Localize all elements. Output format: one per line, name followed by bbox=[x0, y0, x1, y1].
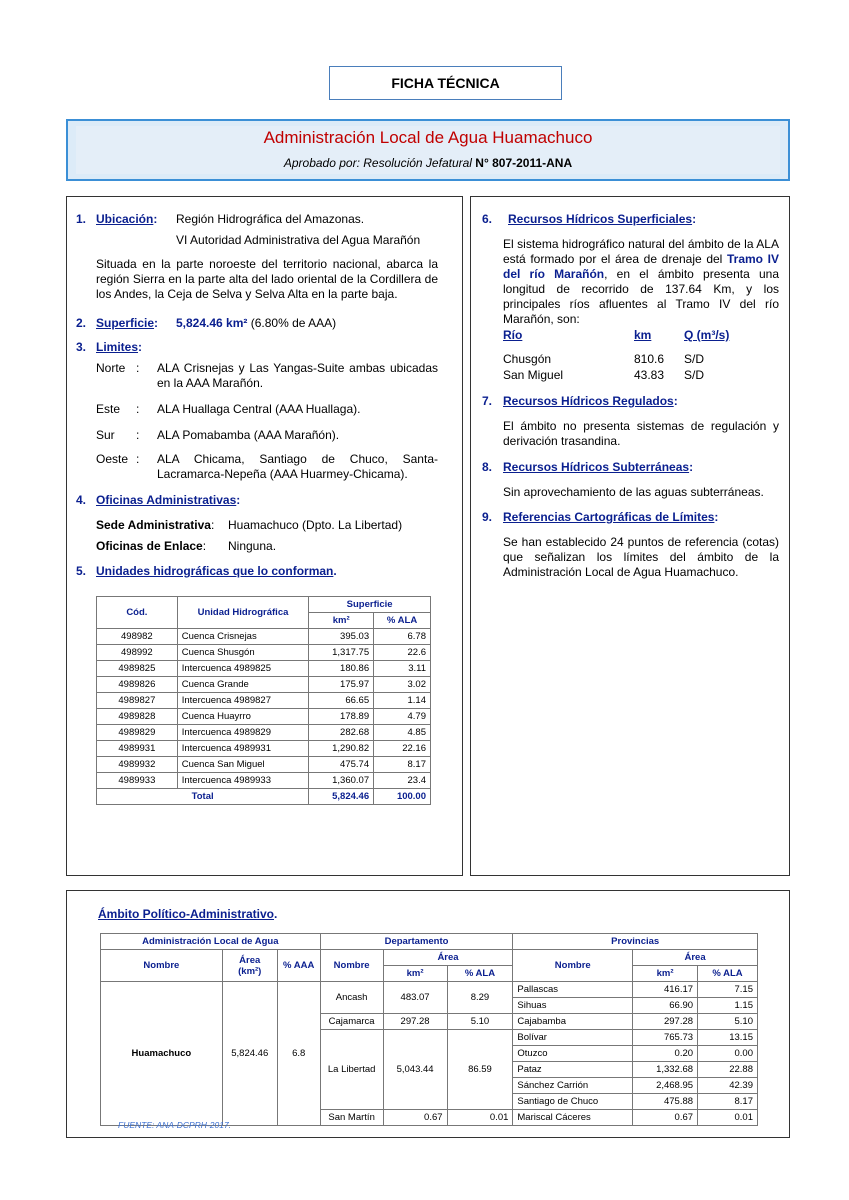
limit-oeste-sep: : bbox=[136, 452, 140, 466]
prov-name: Cajabamba bbox=[513, 1014, 633, 1030]
col-dep-km2: km² bbox=[383, 966, 447, 982]
dep-name: Ancash bbox=[320, 982, 383, 1014]
regulados-text: El ámbito no presenta sistemas de regulación y derivación trasandina. bbox=[503, 419, 779, 448]
col-ala-pct-aaa: % AAA bbox=[277, 950, 320, 982]
ala-name: Huamachuco bbox=[101, 982, 223, 1126]
section-5-dot: . bbox=[333, 564, 337, 578]
unit-pct: 1.14 bbox=[374, 693, 431, 709]
document-label bbox=[329, 66, 562, 100]
table-row bbox=[97, 645, 431, 661]
dep-name: Cajamarca bbox=[320, 1014, 383, 1030]
total-label: Total bbox=[97, 789, 309, 805]
section-6-colon: : bbox=[692, 212, 697, 226]
unit-pct: 22.16 bbox=[374, 741, 431, 757]
ambito-dot: . bbox=[274, 907, 278, 921]
ala-pct: 6.8 bbox=[277, 982, 320, 1126]
prov-pct: 5.10 bbox=[698, 1014, 758, 1030]
unidades-table-body bbox=[97, 629, 431, 789]
unit-code: 4989826 bbox=[97, 677, 178, 693]
section-4-colon: : bbox=[236, 493, 241, 507]
prov-name: Santiago de Chuco bbox=[513, 1094, 633, 1110]
limit-norte-sep: : bbox=[136, 361, 140, 375]
enlace-key: Oficinas de Enlace: bbox=[96, 539, 207, 553]
section-1-number: 1. bbox=[76, 212, 87, 226]
rivers-col-rio: Río bbox=[503, 328, 523, 342]
limit-este-value: ALA Huallaga Central (AAA Huallaga). bbox=[157, 402, 361, 416]
unit-km2: 282.68 bbox=[309, 725, 374, 741]
unit-km2: 175.97 bbox=[309, 677, 374, 693]
prov-name: Pallascas bbox=[513, 982, 633, 998]
table-row bbox=[97, 709, 431, 725]
prov-km2: 1,332.68 bbox=[633, 1062, 698, 1078]
section-6-title: Recursos Hídricos Superficiales bbox=[508, 212, 693, 226]
unit-name: Intercuenca 4989933 bbox=[177, 773, 309, 789]
prov-pct: 13.15 bbox=[698, 1030, 758, 1046]
prov-km2: 416.17 bbox=[633, 982, 698, 998]
section-4-title: Oficinas Administrativas bbox=[96, 493, 237, 507]
col-dep-area: Área bbox=[383, 950, 513, 966]
table-row bbox=[97, 629, 431, 645]
unit-km2: 1,290.82 bbox=[309, 741, 374, 757]
section-4-heading bbox=[96, 493, 240, 508]
dep-name: La Libertad bbox=[320, 1030, 383, 1110]
enlace-label: Oficinas de Enlace bbox=[96, 539, 203, 553]
river-q: S/D bbox=[684, 352, 705, 366]
prov-km2: 66.90 bbox=[633, 998, 698, 1014]
limit-norte-value: ALA Crisnejas y Las Yangas-Suite ambas ubicadas en la AAA Marañón. bbox=[157, 361, 438, 390]
col-unidad: Unidad Hidrográfica bbox=[177, 597, 309, 629]
section-3-colon: : bbox=[138, 340, 143, 354]
section-9-colon: : bbox=[714, 510, 719, 524]
section-7-title: Recursos Hídricos Regulados bbox=[503, 394, 674, 408]
limit-oeste-key: Oeste bbox=[96, 452, 129, 466]
river-km: 810.6 bbox=[634, 352, 665, 366]
section-6-heading bbox=[508, 212, 696, 227]
col-cod: Cód. bbox=[97, 597, 178, 629]
table-row bbox=[97, 725, 431, 741]
ficha-title: FICHA TÉCNICA bbox=[391, 75, 500, 91]
prov-pct: 22.88 bbox=[698, 1062, 758, 1078]
section-2-number: 2. bbox=[76, 316, 87, 330]
prov-pct: 42.39 bbox=[698, 1078, 758, 1094]
unit-name: Cuenca San Miguel bbox=[177, 757, 309, 773]
prov-name: Sánchez Carrión bbox=[513, 1078, 633, 1094]
table-row bbox=[101, 982, 758, 998]
limit-sur-sep: : bbox=[136, 428, 140, 442]
table-row bbox=[97, 757, 431, 773]
ubicacion-line-1: Región Hidrográfica del Amazonas. bbox=[176, 212, 365, 226]
ambito-heading bbox=[98, 907, 277, 922]
approval-line bbox=[68, 156, 788, 170]
unit-km2: 180.86 bbox=[309, 661, 374, 677]
dep-pct: 86.59 bbox=[447, 1030, 513, 1110]
prov-pct: 1.15 bbox=[698, 998, 758, 1014]
limit-norte-key: Norte bbox=[96, 361, 126, 375]
ubicacion-paragraph: Situada en la parte noroeste del territorio nacional, abarca la región Sierra en la parte alta del lado oriental de la Cordillera de los Andes, la Ceja de Selva y Selva Alta en la parte baja. bbox=[96, 257, 438, 301]
limit-oeste-value: ALA Chicama, Santiago de Chuco, Santa-Lacramarca-Nepeña (AAA Huarmey-Chicama). bbox=[157, 452, 438, 481]
prov-km2: 0.67 bbox=[633, 1110, 698, 1126]
sede-key: Sede Administrativa: bbox=[96, 518, 215, 532]
limit-este-sep: : bbox=[136, 402, 140, 416]
unidades-table bbox=[96, 596, 431, 805]
unit-code: 4989933 bbox=[97, 773, 178, 789]
section-3-number: 3. bbox=[76, 340, 87, 354]
total-km2: 5,824.46 bbox=[309, 789, 374, 805]
section-9-title: Referencias Cartográficas de Límites bbox=[503, 510, 715, 524]
section-8-title: Recursos Hídricos Subterráneas bbox=[503, 460, 690, 474]
unit-code: 498992 bbox=[97, 645, 178, 661]
dep-km2: 297.28 bbox=[383, 1014, 447, 1030]
col-group-provincias: Provincias bbox=[513, 934, 758, 950]
superficiales-text-2: , en el ámbito presenta una longitud de recorrido de 137.64 Km, y los principales ríos afluentes al Tramo IV del río Marañón, son: bbox=[503, 267, 779, 326]
section-8-number: 8. bbox=[482, 460, 493, 474]
unit-km2: 395.03 bbox=[309, 629, 374, 645]
politico-table bbox=[100, 933, 758, 1126]
unit-pct: 22.6 bbox=[374, 645, 431, 661]
unit-pct: 23.4 bbox=[374, 773, 431, 789]
prov-pct: 0.01 bbox=[698, 1110, 758, 1126]
unit-code: 498982 bbox=[97, 629, 178, 645]
col-superficie: Superficie bbox=[309, 597, 431, 613]
unit-km2: 1,317.75 bbox=[309, 645, 374, 661]
section-8-colon: : bbox=[689, 460, 694, 474]
unit-code: 4989828 bbox=[97, 709, 178, 725]
section-5-title: Unidades hidrográficas que lo conforman bbox=[96, 564, 334, 578]
ubicacion-line-2: VI Autoridad Administrativa del Agua Marañón bbox=[176, 233, 421, 247]
section-2-heading bbox=[96, 316, 158, 331]
dep-pct: 0.01 bbox=[447, 1110, 513, 1126]
unit-km2: 178.89 bbox=[309, 709, 374, 725]
unit-pct: 8.17 bbox=[374, 757, 431, 773]
superficiales-text-1: El sistema hidrográfico natural del ámbito de la ALA está formado por el área de drenaje del bbox=[503, 237, 779, 266]
unit-name: Intercuenca 4989931 bbox=[177, 741, 309, 757]
superficiales-paragraph bbox=[503, 237, 779, 327]
prov-name: Sihuas bbox=[513, 998, 633, 1014]
unit-km2: 1,360.07 bbox=[309, 773, 374, 789]
col-group-departamento: Departamento bbox=[320, 934, 513, 950]
sede-value: Huamachuco (Dpto. La Libertad) bbox=[228, 518, 403, 532]
section-9-number: 9. bbox=[482, 510, 493, 524]
table-row bbox=[97, 677, 431, 693]
col-prov-nombre: Nombre bbox=[513, 950, 633, 982]
river-q: S/D bbox=[684, 368, 705, 382]
source-note: FUENTE: ANA-DCPRH-2017. bbox=[118, 1120, 232, 1130]
prov-km2: 475.88 bbox=[633, 1094, 698, 1110]
approval-reference: N° 807-2011-ANA bbox=[475, 156, 573, 170]
ala-area: 5,824.46 bbox=[222, 982, 277, 1126]
ambito-title: Ámbito Político-Administrativo bbox=[98, 907, 275, 921]
table-row bbox=[97, 661, 431, 677]
dep-name: San Martín bbox=[320, 1110, 383, 1126]
section-4-number: 4. bbox=[76, 493, 87, 507]
subterraneas-text: Sin aprovechamiento de las aguas subterráneas. bbox=[503, 485, 764, 499]
col-pct-ala: % ALA bbox=[374, 613, 431, 629]
prov-name: Pataz bbox=[513, 1062, 633, 1078]
section-6-number: 6. bbox=[482, 212, 493, 226]
prov-km2: 765.73 bbox=[633, 1030, 698, 1046]
unit-pct: 6.78 bbox=[374, 629, 431, 645]
section-1-heading bbox=[96, 212, 157, 227]
prov-km2: 2,468.95 bbox=[633, 1078, 698, 1094]
limit-sur-key: Sur bbox=[96, 428, 115, 442]
rivers-col-km: km bbox=[634, 328, 652, 342]
section-7-heading bbox=[503, 394, 678, 409]
header-title: Administración Local de Agua Huamachuco bbox=[263, 128, 593, 147]
header-panel bbox=[66, 119, 790, 181]
section-9-heading bbox=[503, 510, 718, 525]
section-7-colon: : bbox=[673, 394, 678, 408]
unit-pct: 4.85 bbox=[374, 725, 431, 741]
col-prov-area: Área bbox=[633, 950, 758, 966]
section-5-number: 5. bbox=[76, 564, 87, 578]
unit-name: Cuenca Grande bbox=[177, 677, 309, 693]
prov-pct: 8.17 bbox=[698, 1094, 758, 1110]
sede-label: Sede Administrativa bbox=[96, 518, 211, 532]
rivers-col-q: Q (m³/s) bbox=[684, 328, 730, 342]
approval-prefix: Aprobado por: Resolución Jefatural bbox=[283, 156, 476, 170]
superficie-km2: 5,824.46 km² bbox=[176, 316, 248, 330]
unit-name: Cuenca Huayrro bbox=[177, 709, 309, 725]
unit-code: 4989829 bbox=[97, 725, 178, 741]
col-km2: km² bbox=[309, 613, 374, 629]
section-1-colon: : bbox=[153, 212, 158, 226]
table-row bbox=[97, 773, 431, 789]
unit-pct: 3.02 bbox=[374, 677, 431, 693]
prov-pct: 0.00 bbox=[698, 1046, 758, 1062]
section-5-heading bbox=[96, 564, 337, 579]
dep-km2: 5,043.44 bbox=[383, 1030, 447, 1110]
enlace-value: Ninguna. bbox=[228, 539, 277, 553]
cartograficas-text: Se han establecido 24 puntos de referencia (cotas) que señalizan los límites del ámbito de la Administración Local de Agua Huamachuco. bbox=[503, 535, 779, 579]
section-2-title: Superficie bbox=[96, 316, 155, 330]
limit-este-key: Este bbox=[96, 402, 121, 416]
col-prov-pct: % ALA bbox=[698, 966, 758, 982]
col-group-ala: Administración Local de Agua bbox=[101, 934, 321, 950]
prov-pct: 7.15 bbox=[698, 982, 758, 998]
unit-code: 4989827 bbox=[97, 693, 178, 709]
dep-pct: 5.10 bbox=[447, 1014, 513, 1030]
col-prov-km2: km² bbox=[633, 966, 698, 982]
unit-km2: 66.65 bbox=[309, 693, 374, 709]
section-8-heading bbox=[503, 460, 693, 475]
col-dep-pct: % ALA bbox=[447, 966, 513, 982]
superficiales-tramo: Tramo IV del río Marañón bbox=[503, 252, 779, 281]
unit-name: Cuenca Shusgón bbox=[177, 645, 309, 661]
unit-pct: 4.79 bbox=[374, 709, 431, 725]
prov-name: Otuzco bbox=[513, 1046, 633, 1062]
section-1-title: Ubicación bbox=[96, 212, 154, 226]
superficie-value bbox=[176, 316, 336, 331]
dep-pct: 8.29 bbox=[447, 982, 513, 1014]
table-row bbox=[97, 741, 431, 757]
col-ala-area: Área (km²) bbox=[222, 950, 277, 982]
dep-km2: 483.07 bbox=[383, 982, 447, 1014]
prov-name: Mariscal Cáceres bbox=[513, 1110, 633, 1126]
unit-name: Cuenca Crisnejas bbox=[177, 629, 309, 645]
section-2-colon: : bbox=[154, 316, 159, 330]
unit-name: Intercuenca 4989825 bbox=[177, 661, 309, 677]
limit-sur-value: ALA Pomabamba (AAA Marañón). bbox=[157, 428, 340, 442]
unit-name: Intercuenca 4989827 bbox=[177, 693, 309, 709]
total-row bbox=[97, 789, 431, 805]
river-name: San Miguel bbox=[503, 368, 564, 382]
unit-pct: 3.11 bbox=[374, 661, 431, 677]
col-ala-nombre: Nombre bbox=[101, 950, 223, 982]
prov-km2: 297.28 bbox=[633, 1014, 698, 1030]
col-dep-nombre: Nombre bbox=[320, 950, 383, 982]
river-name: Chusgón bbox=[503, 352, 552, 366]
unit-code: 4989932 bbox=[97, 757, 178, 773]
section-3-heading bbox=[96, 340, 142, 355]
unit-name: Intercuenca 4989829 bbox=[177, 725, 309, 741]
unit-km2: 475.74 bbox=[309, 757, 374, 773]
river-km: 43.83 bbox=[634, 368, 665, 382]
prov-name: Bolívar bbox=[513, 1030, 633, 1046]
prov-km2: 0.20 bbox=[633, 1046, 698, 1062]
section-7-number: 7. bbox=[482, 394, 493, 408]
total-pct: 100.00 bbox=[374, 789, 431, 805]
unit-code: 4989931 bbox=[97, 741, 178, 757]
table-row bbox=[97, 693, 431, 709]
superficie-note: (6.80% de AAA) bbox=[250, 316, 337, 330]
section-3-title: Limites bbox=[96, 340, 139, 354]
dep-km2: 0.67 bbox=[383, 1110, 447, 1126]
unit-code: 4989825 bbox=[97, 661, 178, 677]
